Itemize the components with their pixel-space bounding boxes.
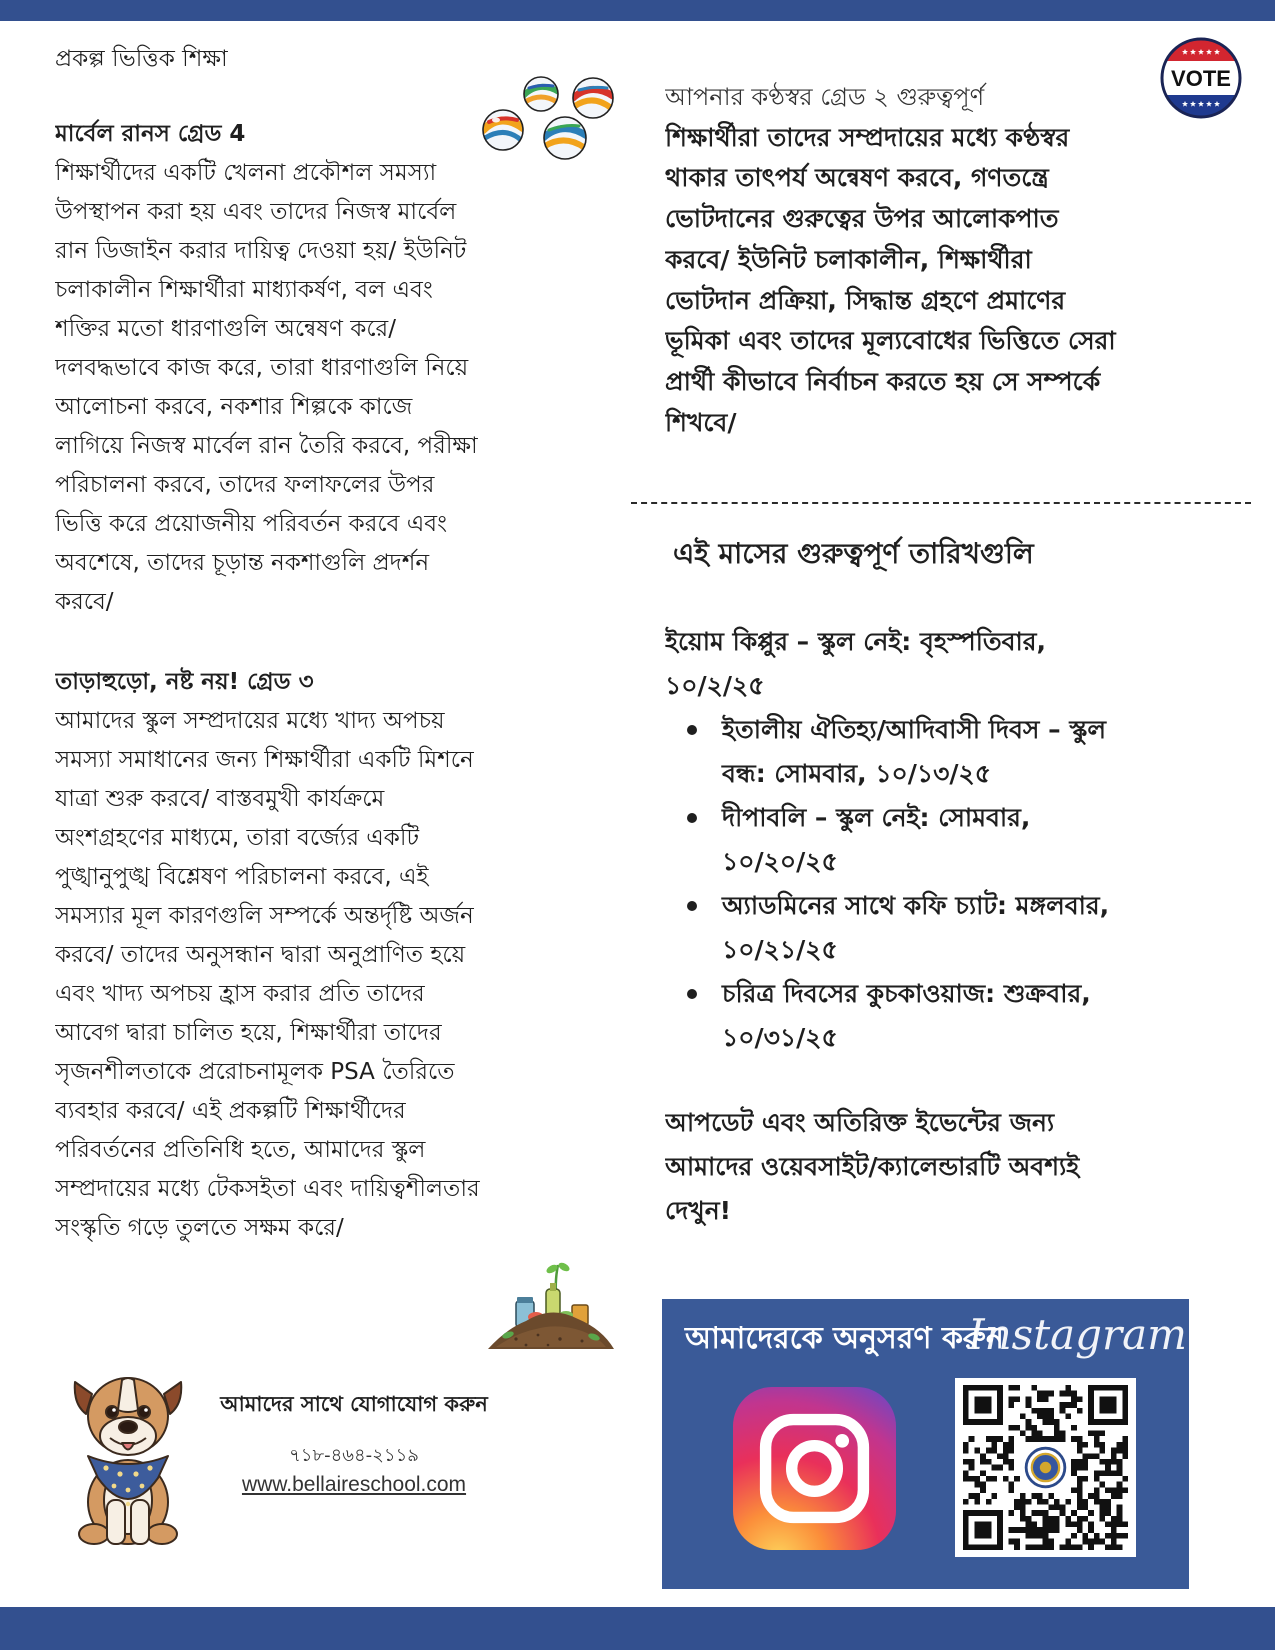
social-heading: আমাদেরকে অনুসরণ করুন [685, 1321, 1004, 1356]
date-list-item [665, 884, 1255, 972]
text-line: অবশেষে, তাদের চূড়ান্ত নকশাগুলি প্রদর্শন [55, 550, 430, 576]
text-line: সমস্যার মূল কারণগুলি সম্পর্কে অন্তর্দৃষ্টি অর্জন [55, 903, 474, 929]
top-banner-bar [0, 0, 1275, 21]
qr-code-icon [955, 1378, 1136, 1557]
text-line: ১০/২১/২৫ [722, 935, 838, 964]
bottom-banner-bar [0, 1607, 1275, 1650]
vote-badge-text: VOTE [1171, 66, 1231, 91]
project-description [665, 118, 1255, 444]
text-line: অংশগ্রহণের মাধ্যমে, তারা বর্জ্যের একটি [55, 825, 419, 851]
text-line: আবেগ দ্বারা চালিত হয়ে, শিক্ষার্থীরা তাদের [55, 1020, 442, 1046]
text-line: প্রার্থী কীভাবে নির্বাচন করতে হয় সে সম্পর্কে [665, 366, 1101, 396]
text-line: ইয়োম কিপ্পুর – স্কুল নেই: বৃহস্পতিবার, [665, 627, 1047, 656]
date-entry [722, 796, 1255, 884]
date-list-item [665, 796, 1255, 884]
text-line: আপডেট এবং অতিরিক্ত ইভেন্টের জন্য [665, 1108, 1055, 1137]
date-list-item [665, 972, 1255, 1060]
compost-pile-icon [486, 1257, 616, 1352]
text-line: উপস্থাপন করা হয় এবং তাদের নিজস্ব মার্বেল [55, 199, 457, 225]
text-line: আমাদের ওয়েবসাইট/ক্যালেন্ডারটি অবশ্যই [665, 1152, 1080, 1181]
text-line: এবং খাদ্য অপচয় হ্রাস করার প্রতি তাদের [55, 981, 425, 1007]
date-entry-yom-kippur [665, 620, 1255, 708]
text-line: সমস্যা সমাধানের জন্য শিক্ষার্থীরা একটি মিশনে [55, 747, 474, 773]
text-line: অ্যাডমিনের সাথে কফি চ্যাট: মঙ্গলবার, [722, 891, 1110, 920]
website-link[interactable]: www.bellaireschool.com [241, 1473, 467, 1496]
bullet-icon [687, 989, 697, 999]
text-line: দলবদ্ধভাবে কাজ করে, তারা ধারণাগুলি নিয়ে [55, 355, 469, 381]
important-dates-list [665, 708, 1255, 1060]
project-your-voice [665, 77, 1255, 443]
text-line: পরিবর্তনের প্রতিনিধি হতে, আমাদের স্কুল [55, 1137, 426, 1163]
project-marble-runs [55, 115, 655, 622]
instagram-wordmark: Instagram [968, 1310, 1187, 1359]
text-line: সংস্কৃতি গড়ে তুলতে সক্ষম করে/ [55, 1215, 344, 1241]
date-entry [722, 884, 1255, 972]
contact-phone: ৭১৮-৪৬৪-২১১৯ [289, 1445, 419, 1466]
social-follow-panel [662, 1299, 1189, 1589]
contact-website [184, 1469, 524, 1500]
text-line: শিখবে/ [665, 407, 737, 437]
text-line: চলাকালীন শিক্ষার্থীরা মাধ্যাকর্ষণ, বল এবং [55, 277, 433, 303]
text-line: ভূমিকা এবং তাদের মূল্যবোধের ভিত্তিতে সেরা [665, 326, 1116, 356]
text-line: লাগিয়ে নিজস্ব মার্বেল রান তৈরি করবে, পরীক্ষা [55, 433, 478, 459]
text-line: ভোটদানের গুরুত্বের উপর আলোকপাত [665, 204, 1059, 234]
text-line: করবে/ [55, 589, 114, 615]
date-entry [722, 708, 1255, 796]
text-line: দীপাবলি – স্কুল নেই: সোমবার, [722, 803, 1031, 832]
date-entry [722, 972, 1255, 1060]
text-line: ভিত্তি করে প্রয়োজনীয় পরিবর্তন করবে এবং [55, 511, 447, 537]
text-line: ১০/২/২৫ [665, 671, 765, 700]
text-line: সৃজনশীলতাকে প্ররোচনামূলক PSA তৈরিতে [55, 1059, 455, 1085]
project-food-waste [55, 663, 655, 1248]
text-line: আমাদের স্কুল সম্প্রদায়ের মধ্যে খাদ্য অপচয় [55, 708, 445, 734]
text-line: ভোটদান প্রক্রিয়া, সিদ্ধান্ত গ্রহণে প্রমাণের [665, 285, 1066, 315]
text-line: ব্যবহার করবে/ এই প্রকল্পটি শিক্ষার্থীদের [55, 1098, 406, 1124]
text-line: করবে/ ইউনিট চলাকালীন, শিক্ষার্থীরা [665, 244, 1032, 274]
text-line: পরিচালনা করবে, তাদের ফলাফলের উপর [55, 472, 435, 498]
project-title: মার্বেল রানস গ্রেড 4 [55, 121, 246, 147]
project-title: আপনার কণ্ঠস্বর গ্রেড ২ গুরুত্বপূর্ণ [665, 83, 985, 111]
section-label: প্রকল্প ভিত্তিক শিক্ষা [55, 46, 228, 72]
text-line: করবে/ তাদের অনুসন্ধান দ্বারা অনুপ্রাণিত হয়ে [55, 942, 466, 968]
text-line: থাকার তাৎপর্য অন্বেষণ করবে, গণতন্ত্রে [665, 163, 1049, 193]
text-line: ইতালীয় ঐতিহ্য/আদিবাসী দিবস – স্কুল [722, 715, 1106, 744]
bulldog-mascot-icon [72, 1350, 184, 1548]
project-title: তাড়াহুড়ো, নষ্ট নয়! গ্রেড ৩ [55, 669, 314, 695]
text-line: চরিত্র দিবসের কুচকাওয়াজ: শুক্রবার, [722, 979, 1091, 1008]
project-description [55, 154, 655, 622]
important-dates [665, 620, 1255, 1060]
website-reminder [665, 1101, 1255, 1233]
instagram-icon [733, 1387, 896, 1550]
date-list-item [665, 708, 1255, 796]
text-line: বন্ধ: সোমবার, ১০/১৩/২৫ [722, 759, 992, 788]
text-line: পুঙ্খানুপুঙ্খ বিশ্লেষণ পরিচালনা করবে, এই [55, 864, 429, 890]
important-dates-heading: এই মাসের গুরুত্বপূর্ণ তারিখগুলি [673, 537, 1034, 570]
text-line: রান ডিজাইন করার দায়িত্ব দেওয়া হয়/ ইউনিট [55, 238, 467, 264]
text-line: দেখুন! [665, 1196, 732, 1225]
text-line: ১০/৩১/২৫ [722, 1023, 838, 1052]
text-line: সম্প্রদায়ের মধ্যে টেকসইতা এবং দায়িত্বশীলতার [55, 1176, 480, 1202]
bullet-icon [687, 901, 697, 911]
text-line: আলোচনা করবে, নকশার শিল্পকে কাজে [55, 394, 413, 420]
bullet-icon [687, 813, 697, 823]
project-description [55, 702, 655, 1248]
bullet-icon [687, 725, 697, 735]
text-line: শক্তির মতো ধারণাগুলি অন্বেষণ করে/ [55, 316, 396, 342]
vote-badge-icon [1157, 36, 1245, 120]
contact-heading: আমাদের সাথে যোগাযোগ করুন [220, 1392, 488, 1416]
text-line: শিক্ষার্থীদের একটি খেলনা প্রকৌশল সমস্যা [55, 160, 437, 186]
section-divider [631, 502, 1251, 504]
text-line: ১০/২০/২৫ [722, 847, 838, 876]
text-line: যাত্রা শুরু করবে/ বাস্তবমুখী কার্যক্রমে [55, 786, 385, 812]
text-line: শিক্ষার্থীরা তাদের সম্প্রদায়ের মধ্যে কণ্ঠস্বর [665, 122, 1070, 152]
